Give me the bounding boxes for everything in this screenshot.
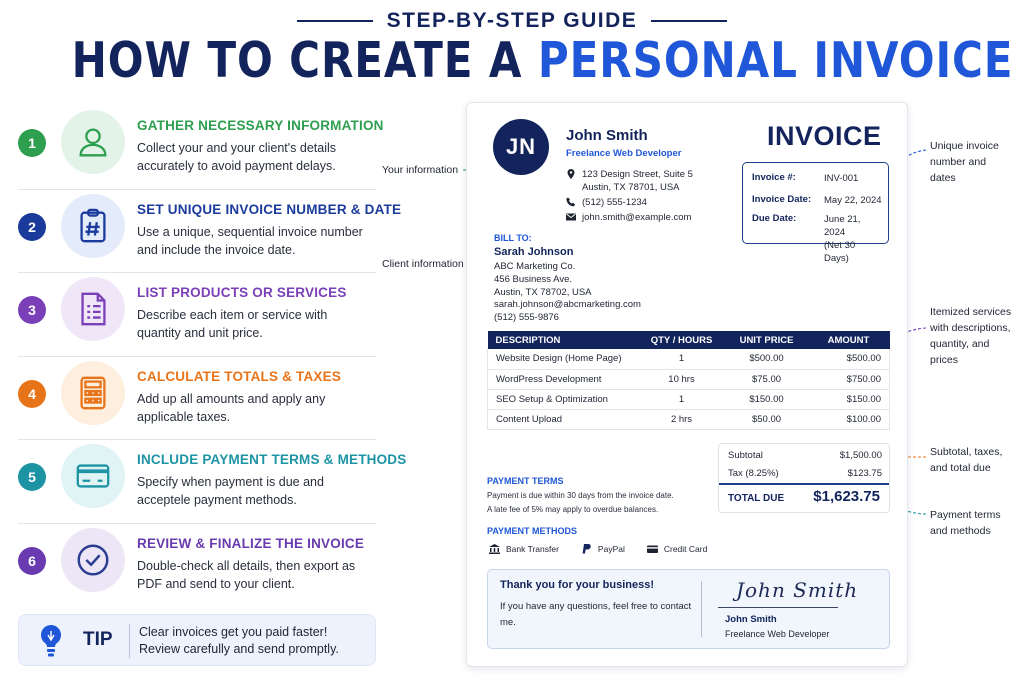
address-line: Austin, TX 78701, USA <box>582 182 680 193</box>
table-cell: WordPress Development <box>488 369 638 389</box>
sender-phone <box>566 196 647 209</box>
column-header: DESCRIPTION <box>488 331 638 349</box>
column-header: UNIT PRICE <box>726 331 808 349</box>
payment-method-label: Bank Transfer <box>506 544 559 554</box>
phone-number: (512) 555-1234 <box>582 197 647 208</box>
total-due-label: TOTAL DUE <box>728 493 785 504</box>
table-cell: $150.00 <box>808 389 890 409</box>
payment-terms-line: Payment is due within 30 days from the invoice date. <box>487 491 674 500</box>
payment-methods-label: PAYMENT METHODS <box>487 526 578 536</box>
table-row <box>488 369 890 389</box>
payment-method-card <box>647 544 707 554</box>
tip-line: Clear invoices get you paid faster! <box>139 625 328 639</box>
annotation-itemized <box>930 304 1011 368</box>
client-company: ABC Marketing Co. <box>494 261 576 272</box>
step-item <box>18 440 407 524</box>
table-cell: $50.00 <box>726 409 808 429</box>
tax-value: $123.75 <box>847 468 882 479</box>
subtotal-row <box>728 450 882 461</box>
steps-list <box>18 106 407 607</box>
tip-text <box>139 624 339 658</box>
meta-label: Invoice Date: <box>752 194 812 205</box>
email-address: john.smith@example.com <box>582 212 692 223</box>
credit-card-icon <box>647 544 658 554</box>
sender-role: Freelance Web Developer <box>566 148 682 159</box>
table-row <box>488 409 890 429</box>
table-cell: $75.00 <box>726 369 808 389</box>
step-item <box>18 357 376 441</box>
step-description: Describe each item or service with quantity and unit price. <box>137 308 328 340</box>
table-cell: $100.00 <box>808 409 890 429</box>
table-cell: 10 hrs <box>638 369 726 389</box>
step-item <box>18 524 376 608</box>
sender-email <box>566 211 691 224</box>
step-item <box>18 106 384 190</box>
subtotal-label: Subtotal <box>728 450 763 461</box>
due-note: (Net 30 Days) <box>824 240 856 264</box>
invoice-card <box>466 102 908 667</box>
table-cell: Website Design (Home Page) <box>488 349 638 369</box>
table-cell: $150.00 <box>726 389 808 409</box>
line-items-table <box>487 331 890 430</box>
annotation-line: with descriptions, <box>930 322 1011 334</box>
step-number-badge: 3 <box>18 296 46 324</box>
table-cell: 1 <box>638 389 726 409</box>
column-header: AMOUNT <box>808 331 890 349</box>
meta-value <box>824 213 882 265</box>
tax-label: Tax (8.25%) <box>728 468 779 479</box>
payment-method-bank <box>489 544 559 554</box>
step-description: Double-check all details, then export as PDF and send to your client. <box>137 558 356 591</box>
step-title: REVIEW & FINALIZE THE INVOICE <box>137 535 365 551</box>
annotation-line: Unique invoice <box>930 140 999 152</box>
payment-methods-list <box>489 544 707 554</box>
sender-name: John Smith <box>566 127 648 144</box>
signer-role: Freelance Web Developer <box>725 629 830 639</box>
annotation-line: and total due <box>930 462 991 474</box>
thank-you-box <box>487 569 890 649</box>
step-item <box>18 190 402 274</box>
annotation-line: prices <box>930 354 959 366</box>
user-icon <box>61 110 125 174</box>
paypal-icon <box>581 544 592 554</box>
annotation-your-info: Your information <box>382 164 459 176</box>
envelope-icon <box>566 211 582 224</box>
annotation-line: dates <box>930 172 956 184</box>
avatar: JN <box>493 119 549 175</box>
page-title-main: HOW TO CREATE A <box>71 32 538 89</box>
annotation-line: number and <box>930 156 987 168</box>
page-title <box>71 32 1014 89</box>
due-date: June 21, 2024 <box>824 214 861 238</box>
client-email: sarah.johnson@abcmarketing.com <box>494 299 641 310</box>
annotation-line: Subtotal, taxes, <box>930 446 1003 458</box>
annotation-line: Itemized services <box>930 306 1012 318</box>
table-row <box>488 389 890 409</box>
meta-value: May 22, 2024 <box>824 195 882 206</box>
client-name: Sarah Johnson <box>494 246 574 258</box>
payment-terms-line: A late fee of 5% may apply to overdue balances. <box>487 505 659 514</box>
annotation-client-info: Client information <box>382 258 464 270</box>
meta-value: INV-001 <box>824 173 859 184</box>
address-line: 123 Design Street, Suite 5 <box>582 169 693 180</box>
clipboard-hash-icon <box>61 194 125 258</box>
location-pin-icon <box>566 168 582 194</box>
subtitle-rule-left <box>297 20 373 22</box>
payment-terms-label: PAYMENT TERMS <box>487 476 564 486</box>
annotation-line: and methods <box>930 525 991 537</box>
annotation-line: quantity, and <box>930 338 990 350</box>
phone-icon <box>566 196 582 209</box>
table-cell: 1 <box>638 349 726 369</box>
payment-method-label: PayPal <box>597 544 625 554</box>
step-item <box>18 273 376 357</box>
step-number-badge: 4 <box>18 380 46 408</box>
step-description: Collect your and your client's details accurately to avoid payment delays. <box>137 141 337 173</box>
lightbulb-icon <box>37 622 65 660</box>
invoice-meta-box <box>742 162 889 264</box>
calculator-icon <box>61 361 125 425</box>
annotation-unique-number <box>930 138 999 186</box>
subtotal-value: $1,500.00 <box>839 450 882 461</box>
tip-line: Review carefully and send promptly. <box>139 642 339 656</box>
signer-name: John Smith <box>725 614 777 625</box>
step-description: Add up all amounts and apply any applicable taxes. <box>137 391 326 424</box>
tip-divider <box>129 624 130 658</box>
step-description: Use a unique, sequential invoice number and include the invoice date. <box>137 224 363 257</box>
step-number-badge: 1 <box>18 129 46 157</box>
guide-subtitle: STEP-BY-STEP GUIDE <box>386 9 638 32</box>
meta-label: Due Date: <box>752 213 797 224</box>
table-cell: $750.00 <box>808 369 890 389</box>
annotation-subtotal <box>930 444 1002 476</box>
payment-method-paypal <box>581 544 625 554</box>
signature: John Smith <box>736 578 859 602</box>
table-row <box>488 349 890 369</box>
tax-row <box>728 468 882 479</box>
page-title-accent: PERSONAL INVOICE <box>537 32 1014 89</box>
table-cell: SEO Setup & Optimization <box>488 389 638 409</box>
table-cell: $500.00 <box>808 349 890 369</box>
step-number-badge: 2 <box>18 213 46 241</box>
table-cell: Content Upload <box>488 409 638 429</box>
table-header-row <box>488 331 890 349</box>
signature-line <box>718 607 838 608</box>
meta-label: Invoice #: <box>752 172 796 183</box>
tip-box <box>18 614 376 666</box>
step-number-badge: 6 <box>18 547 46 575</box>
step-title: LIST PRODUCTS OR SERVICES <box>137 285 347 300</box>
document-list-icon <box>61 277 125 341</box>
bill-to-label: BILL TO: <box>494 233 532 243</box>
annotation-line: Payment terms <box>930 509 1001 521</box>
totals-box <box>718 443 890 513</box>
table-cell: $500.00 <box>726 349 808 369</box>
table-cell: 2 hrs <box>638 409 726 429</box>
client-address: 456 Business Ave. <box>494 274 572 285</box>
step-description: Specify when payment is due and acceptele payment methods. <box>137 475 324 507</box>
totals-divider <box>719 483 889 485</box>
check-circle-icon <box>61 528 125 592</box>
sender-address <box>566 168 693 194</box>
subtitle-rule-right <box>651 20 727 22</box>
step-title: CALCULATE TOTALS & TAXES <box>137 368 342 384</box>
step-title: GATHER NECESSARY INFORMATION <box>137 118 384 133</box>
tip-label: TIP <box>83 629 113 650</box>
header-subtitle-row <box>0 8 1024 34</box>
step-title: SET UNIQUE INVOICE NUMBER & DATE <box>137 201 402 217</box>
thank-you-title: Thank you for your business! <box>500 579 655 591</box>
payment-method-label: Credit Card <box>663 544 708 554</box>
bank-icon <box>489 544 500 554</box>
step-number-badge: 5 <box>18 463 46 491</box>
thank-you-text: If you have any questions, feel free to contact me. <box>500 601 692 628</box>
invoice-title: INVOICE <box>767 121 882 151</box>
thank-you-divider <box>701 581 702 637</box>
column-header: QTY / HOURS <box>638 331 726 349</box>
total-due-value: $1,623.75 <box>813 488 880 505</box>
client-phone: (512) 555-9876 <box>494 312 559 323</box>
step-title: INCLUDE PAYMENT TERMS & METHODS <box>137 452 407 467</box>
credit-card-icon <box>61 444 125 508</box>
annotation-payment <box>930 507 1001 539</box>
client-address: Austin, TX 78702, USA <box>494 287 592 298</box>
